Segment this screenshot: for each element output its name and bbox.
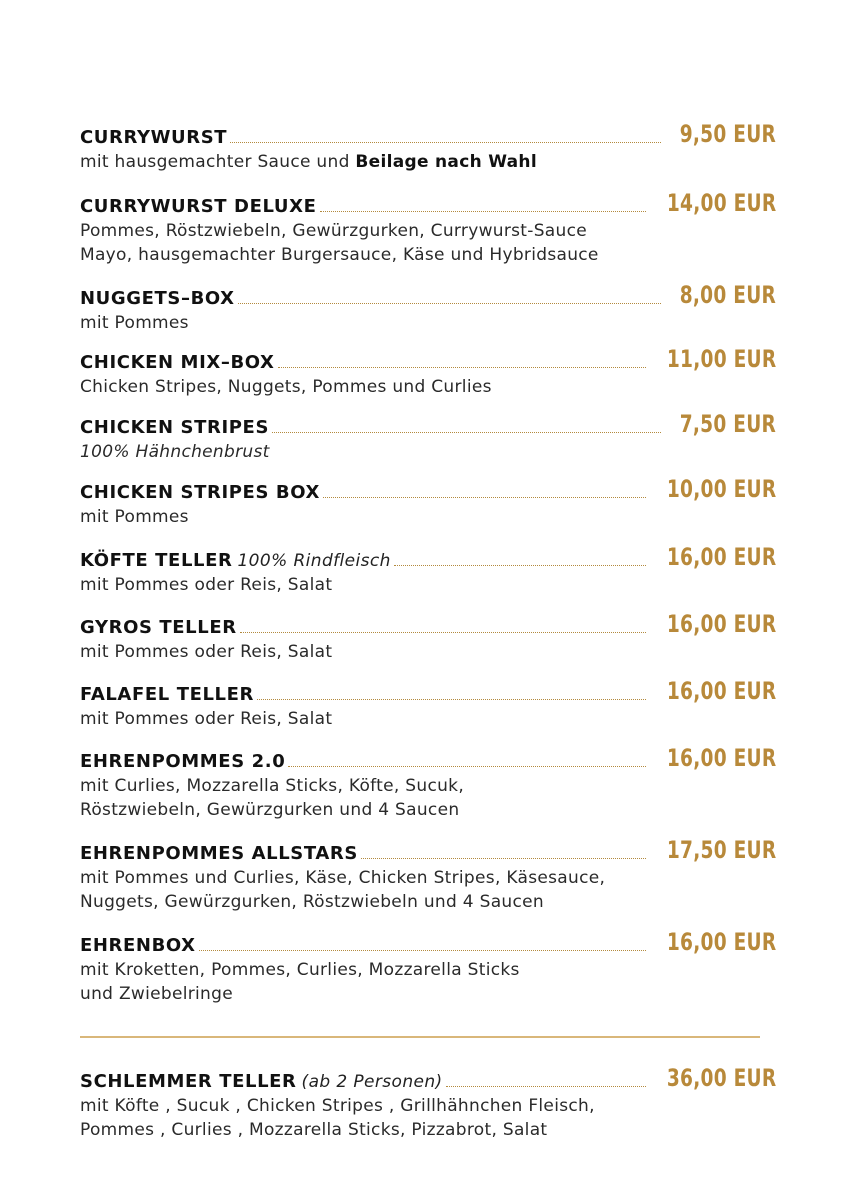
item-note: 100% Rindfleisch — [237, 551, 391, 571]
item-name: SCHLEMMER TELLER — [80, 1071, 297, 1092]
item-price: 10,00 EUR — [666, 475, 776, 503]
item-description: mit Pommes oder Reis, Salat — [80, 709, 333, 729]
item-description: 100% Hähnchenbrust — [80, 442, 270, 462]
item-description: mit Pommes — [80, 507, 189, 527]
item-name: CURRYWURST — [80, 127, 228, 148]
item-name: GYROS TELLER — [80, 617, 237, 638]
dot-leader — [288, 765, 645, 767]
dot-leader — [361, 857, 646, 859]
item-header — [80, 676, 776, 706]
item-description: Chicken Stripes, Nuggets, Pommes und Curlies — [80, 377, 492, 397]
menu-item-gyros-teller — [80, 609, 776, 665]
item-description: mit Kroketten, Pommes, Curlies, Mozzarella Sticks — [80, 960, 520, 980]
menu-item-chicken-mix-box — [80, 344, 776, 400]
item-header — [80, 743, 776, 773]
item-description-line2: Nuggets, Gewürzgurken, Röstzwiebeln und 4 Saucen — [80, 892, 544, 912]
item-header — [80, 280, 776, 310]
item-header — [80, 609, 776, 639]
dot-leader — [199, 949, 646, 951]
item-price: 36,00 EUR — [666, 1064, 776, 1092]
item-description-line2: Pommes , Curlies , Mozzarella Sticks, Pizzabrot, Salat — [80, 1120, 548, 1140]
menu-item-ehrenbox — [80, 927, 776, 1007]
item-description-line2: Mayo, hausgemachter Burgersauce, Käse und Hybridsauce — [80, 245, 599, 265]
menu-item-chicken-stripes-box — [80, 474, 776, 530]
dot-leader — [446, 1085, 646, 1087]
item-header — [80, 1063, 776, 1093]
item-price: 9,50 EUR — [679, 120, 776, 148]
item-price: 16,00 EUR — [666, 677, 776, 705]
item-header — [80, 409, 776, 439]
item-price: 7,50 EUR — [679, 410, 776, 438]
dot-leader — [238, 302, 661, 304]
item-header — [80, 119, 776, 149]
item-price: 16,00 EUR — [666, 543, 776, 571]
item-price: 16,00 EUR — [666, 928, 776, 956]
item-header — [80, 542, 776, 572]
item-header — [80, 474, 776, 504]
item-price: 17,50 EUR — [666, 836, 776, 864]
item-name: NUGGETS–BOX — [80, 288, 235, 309]
item-description: mit Köfte , Sucuk , Chicken Stripes , Grillhähnchen Fleisch, — [80, 1096, 595, 1116]
item-price: 16,00 EUR — [666, 610, 776, 638]
item-description: mit Curlies, Mozzarella Sticks, Köfte, Sucuk, — [80, 776, 465, 796]
menu-item-currywurst-deluxe — [80, 188, 776, 268]
item-name: FALAFEL TELLER — [80, 684, 254, 705]
item-note: (ab 2 Personen) — [301, 1072, 443, 1092]
item-header — [80, 927, 776, 957]
menu-item-nuggets-box — [80, 280, 776, 336]
item-name: EHRENPOMMES ALLSTARS — [80, 843, 358, 864]
item-price: 14,00 EUR — [666, 189, 776, 217]
item-name: EHRENPOMMES 2.0 — [80, 751, 286, 772]
item-name: KÖFTE TELLER — [80, 550, 233, 571]
item-description-line2: Röstzwiebeln, Gewürzgurken und 4 Saucen — [80, 800, 460, 820]
item-price: 11,00 EUR — [666, 345, 776, 373]
dot-leader — [394, 564, 646, 566]
item-header — [80, 835, 776, 865]
item-description: mit Pommes oder Reis, Salat — [80, 575, 333, 595]
item-description: mit Pommes oder Reis, Salat — [80, 642, 333, 662]
item-price: 8,00 EUR — [679, 281, 776, 309]
item-description: Pommes, Röstzwiebeln, Gewürzgurken, Currywurst-Sauce — [80, 221, 587, 241]
item-name: CHICKEN STRIPES — [80, 417, 270, 438]
dot-leader — [240, 631, 646, 633]
dot-leader — [272, 431, 661, 433]
section-divider — [80, 1036, 760, 1038]
menu-item-falafel-teller — [80, 676, 776, 732]
menu-item-currywurst — [80, 119, 776, 175]
item-description: mit Pommes und Curlies, Käse, Chicken Stripes, Käsesauce, — [80, 868, 606, 888]
item-price: 16,00 EUR — [666, 744, 776, 772]
dot-leader — [230, 141, 661, 143]
dot-leader — [320, 210, 646, 212]
item-name: CURRYWURST DELUXE — [80, 196, 317, 217]
dot-leader — [278, 366, 646, 368]
item-name: EHRENBOX — [80, 935, 196, 956]
menu-item-ehrenpommes-2-0 — [80, 743, 776, 823]
menu-item-schlemmer-teller — [80, 1063, 776, 1143]
item-description-bold: Beilage nach Wahl — [355, 152, 537, 172]
item-header — [80, 344, 776, 374]
item-description-text: mit hausgemachter Sauce und — [80, 152, 356, 172]
menu-item-koefte-teller — [80, 542, 776, 598]
dot-leader — [257, 698, 646, 700]
item-name: CHICKEN STRIPES BOX — [80, 482, 320, 503]
menu-item-ehrenpommes-allstars — [80, 835, 776, 915]
item-header — [80, 188, 776, 218]
item-name: CHICKEN MIX–BOX — [80, 352, 275, 373]
dot-leader — [323, 496, 646, 498]
item-description: mit Pommes — [80, 313, 189, 333]
item-description — [80, 150, 776, 175]
item-description-line2: und Zwiebelringe — [80, 984, 233, 1004]
menu-item-chicken-stripes — [80, 409, 776, 465]
